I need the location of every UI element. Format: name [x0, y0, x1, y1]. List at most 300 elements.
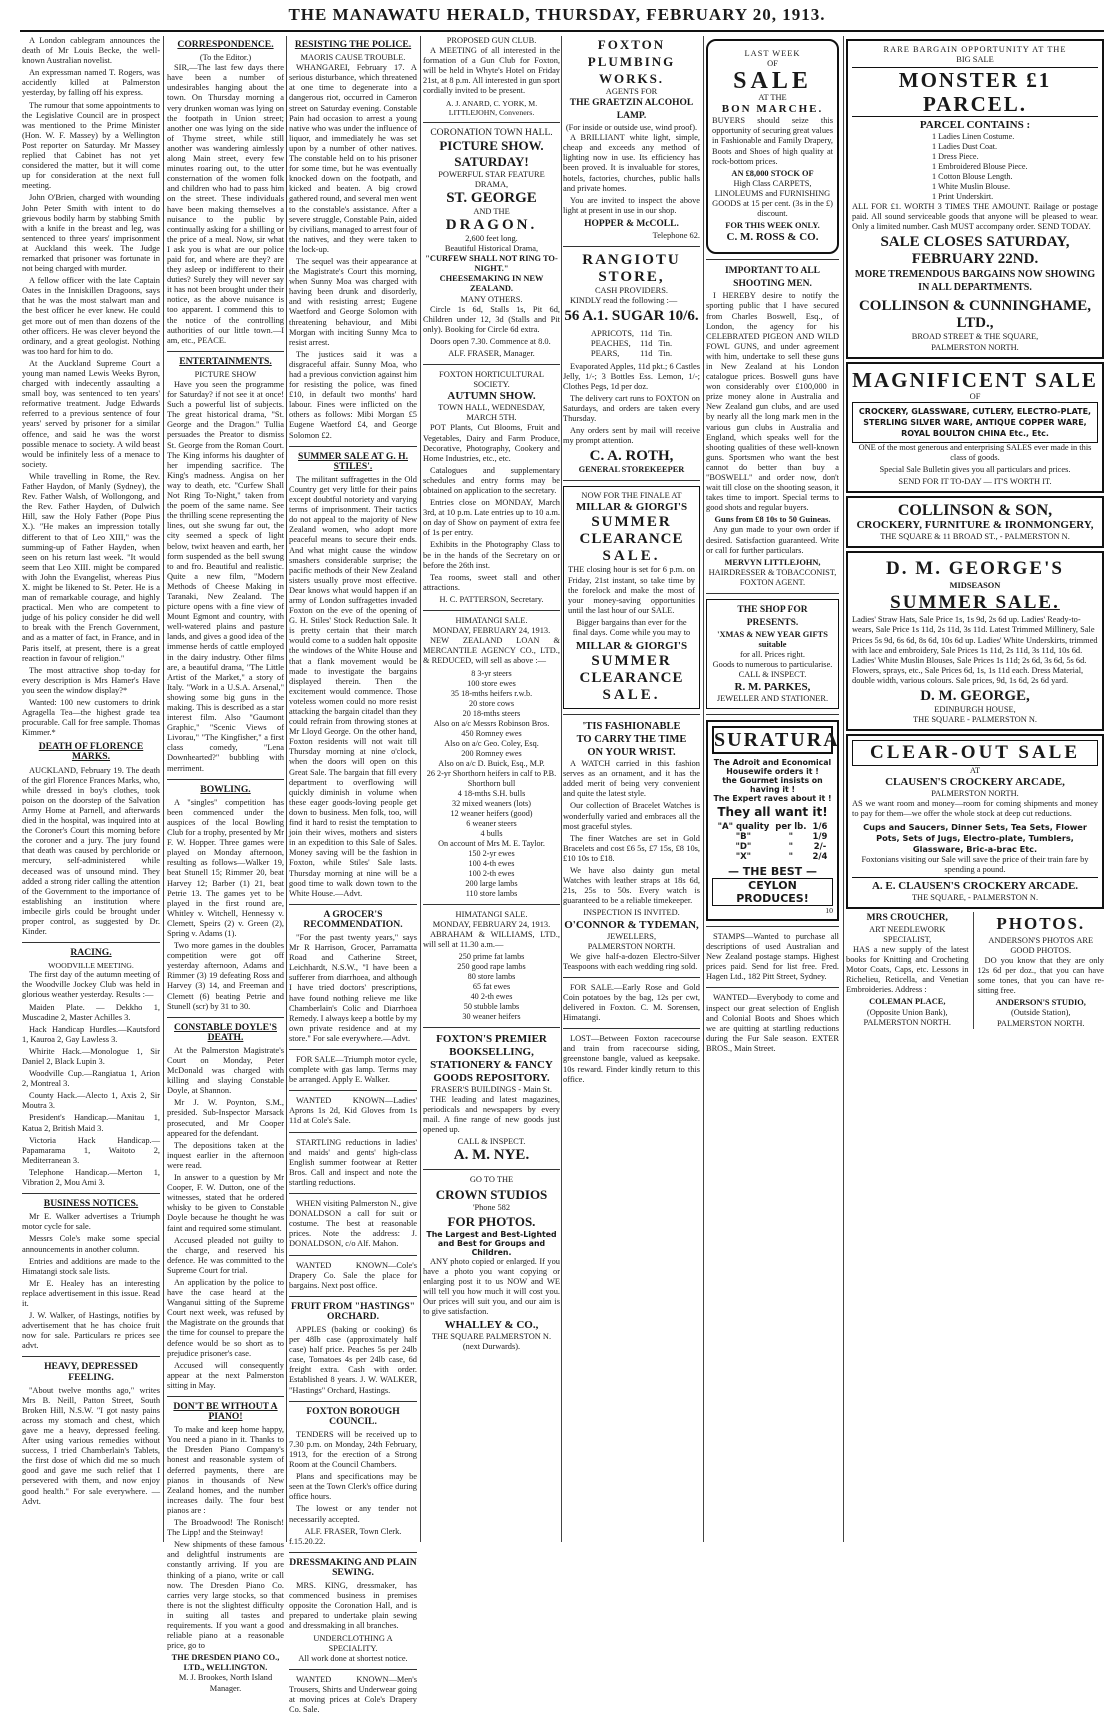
column-5	[563, 36, 700, 1542]
paragraph: The depositions taken at the inquest earlier in the afternoon were read.	[167, 1140, 284, 1170]
himatangi2-list	[423, 952, 560, 1022]
shooting-agent: FOXTON AGENT.	[739, 577, 806, 587]
list-item: 8 3-yr steers	[471, 668, 512, 678]
fruit-heading: FRUIT FROM "HASTINGS" ORCHARD.	[290, 1300, 416, 1322]
table-cell: "B"	[735, 831, 752, 842]
paragraph: Victoria Hack Handicap.—Papamarama 1, Waitoto 2, Mediterranean 3.	[22, 1135, 160, 1165]
monster-parcel-ad	[846, 39, 1104, 359]
classified-lost: LOST—Between Foxton racecourse and train from racecourse siding, greenstone bangle, valued as keepsake. 10s reward. Finder kindly return to this office.	[563, 1034, 700, 1084]
list-item: 80 store lambs	[467, 971, 516, 981]
bon-at: AT THE	[758, 93, 787, 103]
watch-p3: The finer Watches are set in Gold Bracelets and cost £6 5s, £7 15s, £8 10s, £10 10s to £18.	[563, 833, 700, 863]
himatangi2-heading: HIMATANGI SALE.	[455, 909, 528, 919]
council-plans: Plans and specifications may be seen at the Town Clerk's office during office hours.	[289, 1472, 417, 1502]
watch-title1: 'TIS FASHIONABLE	[582, 721, 681, 733]
paragraph: The justices said it was a disgraceful affair. Sunny Moa, who had a previous conviction against him for resisting the police, was fined £10, in default two months' hard labour. Fines were inflicted on the others as follows: Mibi Morgan £5 Eugene Waetford £4, and George Solomon £2.	[289, 349, 417, 440]
column-divider	[843, 36, 844, 1542]
millar-summer: SUMMER	[591, 514, 672, 531]
list-item: 200 large lambs	[465, 878, 518, 888]
dg-edinburgh: EDINBURGH HOUSE,	[934, 704, 1016, 714]
table-cell: Tin.	[658, 328, 673, 339]
table-cell: "A" quality	[717, 821, 770, 832]
masthead-rule	[20, 30, 1104, 32]
list-item: 1 Print Underskirt.	[932, 192, 994, 202]
coronation-drama: Beautiful Historical Drama,	[444, 244, 539, 254]
council-lowest: The lowest or any tender not necessarily accepted.	[289, 1504, 417, 1524]
table-cell: 2/4	[812, 851, 828, 862]
paragraph: "For the past twenty years," says Mr R Harrison, Grocer, Parramatta Road and Catherine Street, Leichhardt, N.S.W., "I have been a sufferer from diarrhoea, and although I have tried doctors' prescriptions, have found nothing relieve me like Chamberlain's Colic and Diarrhoea Remedy. I always keep a bottle by my own private residence and at my store." For sale everywhere.—Advt.	[289, 932, 417, 1043]
bottom-divider	[973, 912, 974, 1029]
suratura-line3: The Expert raves about it !	[713, 793, 832, 803]
police-heading: RESISTING THE POLICE.	[294, 39, 412, 50]
ms-title: MAGNIFICENT SALE	[852, 367, 1098, 392]
classified-trousers: WANTED KNOWN—Men's Trousers, Shirts and Underwear going at moving prices at Cole's Drapery Co. Sale.	[289, 1674, 417, 1715]
co-arcade: A. E. CLAUSEN'S CROCKERY ARCADE.	[852, 877, 1098, 893]
horticultural-p2: Catalogues and supplementary schedules and entry forms may be obtained on application to the secretary.	[423, 465, 560, 495]
himatangi-list	[423, 669, 560, 899]
classified-stamps: STAMPS—Wanted to purchase all descriptions of used Australian and New Zealand postage stamps. Highest prices paid. Send for list free. Fred. Hagen Ltd., 182 Pitt Street, Sydney.	[706, 931, 839, 982]
millar-closing: THE closing hour is set for 6 p.m. on Friday, 21st instant, so take time by the forelock and make the most of your money-saving opportunities until the last hour of our SALE.	[568, 565, 695, 615]
ms-bulletin: Special Sale Bulletin gives you all particulars and prices.	[879, 464, 1071, 474]
paragraph: Entries and additions are made to the Himatangi stock sale lists.	[22, 1256, 160, 1276]
classified-exter: WANTED—Everybody to come and inspect our great selection of English and Colonial Boots and Shoes which we are quitting at startling reductions during the Fur Sale season. EXTER BROS., Main Street.	[706, 993, 839, 1053]
bon-week: FOR THIS WEEK ONLY.	[725, 221, 820, 231]
shooting-trade: HAIRDRESSER & TOBACCONIST,	[708, 567, 837, 577]
list-item: 26 2-yr Shorthorn heifers in calf to P.B. Shorthorn bull	[426, 768, 557, 788]
bon-ross: C. M. ROSS & CO.	[726, 231, 819, 244]
co-title: CLEAR-OUT SALE	[852, 740, 1098, 766]
list-item: 250 prime fat lambs	[458, 951, 525, 961]
dg-name2: D. M. GEORGE,	[920, 687, 1030, 704]
coronation-prices: Circle 1s 6d, Stalls 1s, Pit 6d, Children under 12, 3d (Stalls and Pit only). Booking for Circle 6d extra.	[423, 304, 560, 334]
paragraph: A fellow officer with the late Captain Oates in the Inniskillen Dragoons, says that he was the most stalwart man and the best officer he ever knew. He could get more out of men than dozens of the other officers. He was clever beyond the ordinary, and a great geologist. Nothing was too hard for him to do.	[22, 276, 160, 356]
dressmaking-note: All work done at shortest notice.	[298, 1653, 408, 1663]
correspondence-sub: (To the Editor.)	[199, 53, 252, 63]
death-heading: DEATH OF FLORENCE MARKS.	[38, 741, 144, 763]
coronation-others: MANY OTHERS.	[460, 294, 523, 304]
table-cell: 1/6	[812, 821, 828, 832]
table-row	[715, 852, 831, 862]
table-cell: PEACHES,	[590, 338, 631, 349]
himatangi-heading: HIMATANGI SALE.	[455, 616, 528, 626]
classified-aprons: WANTED KNOWN—Ladies' Aprons 1s 2d, Kid Gloves from 1s 11d at Cole's Sale.	[289, 1096, 417, 1126]
list-item: 35 18-mths heifers r.w.b.	[450, 688, 533, 698]
police-sub: MAORIS CAUSE TROUBLE.	[300, 53, 406, 63]
suratura-logo: SURATURA	[712, 726, 833, 754]
death-article	[22, 766, 160, 938]
list-item: 1 White Muslin Blouse.	[932, 182, 1011, 192]
mc-address: COLEMAN PLACE,	[869, 997, 946, 1007]
co-foxtonians: Foxtonians visiting our Sale will save the price of their train fare by spending a pound.	[861, 854, 1089, 874]
table-cell: PEARS,	[590, 348, 620, 359]
plumbing-agents: AGENTS FOR	[605, 87, 658, 96]
correspondence-letter	[167, 63, 284, 346]
paragraph: AUCKLAND, February 19. The death of the girl Florence Frances Marks, who, while dressed in boy's clothes, took poison on the doorstep of the Salvation Army Home at Parnell, and afterwards died in the hospital, was inquired into at the Coroner's Court this morning before the coroner and a jury. The jury found that death was caused by perchloride or mercury, self-administered while deceased was of unsound mind. They added a strong rider calling the attention of the Government to the importance of establishing an institution where imbecile girls could be brought under proper control, as suggested by Dr. Kinder.	[22, 765, 160, 937]
column-6	[706, 36, 839, 1542]
council-heading: FOXTON BOROUGH COUNCIL.	[306, 1405, 400, 1427]
paragraph: Mr E. Walker advertises a Triumph motor cycle for sale.	[22, 1212, 160, 1232]
mc-art: ART NEEDLEWORK	[869, 924, 946, 934]
shooting-p2: Any gun made to your own order if desired. Satisfaction guaranteed. Write or call for further particulars.	[706, 525, 839, 555]
paragraph: SIR,—The last few days there have been a number of undesirables hanging about the town. On Thursday morning a very drunken woman was lying on the footpath in Union street; another one was lying on the side of Thyme street, while still another was wandering aimlessly along Main street, every few minutes roaring out, to the utter consternation of the women folk and children who had to pass him on the street. These individuals have been making themselves a nuisance to the public by continually asking for a shilling or the price of a meal. Now, sir what I ask you is what are our police paid for, and where are they? are they asleep or indifferent to their duties? Surely they will never say it has not been brought under their notice, as the above nuisance is too apparent. I commend this to the notice of the controlling authorities of our little town.—I am, etc., PEACE.	[167, 63, 284, 345]
himatangi2-date: MONDAY, FEBRUARY 24, 1913.	[432, 919, 551, 929]
bon-last-week: LAST WEEK	[744, 49, 801, 58]
nye-title3: GOODS REPOSITORY.	[433, 1071, 550, 1084]
nye-name: A. M. NYE.	[453, 1147, 530, 1164]
ph-good: ANDERSON'S PHOTOS ARE GOOD PHOTOS.	[988, 935, 1094, 955]
rangiotu-storekeeper: GENERAL STOREKEEPER	[578, 465, 685, 475]
list-item: 32 mixed weaners (lots)	[452, 798, 531, 808]
dg-midseason: MIDSEASON	[949, 581, 1001, 591]
table-row	[588, 328, 675, 338]
plumbing-use: (For inside or outside use, wind proof).	[565, 123, 698, 133]
co-room: AS we want room and money—room for coming shipments and money to pay for them—we offer the whole stock at deep cut reductions.	[852, 799, 1098, 819]
list-item: Also on a/c D. Buick, Esq., M.P.	[438, 758, 545, 768]
millar-finale: NOW FOR THE FINALE AT	[581, 491, 682, 501]
paragraph: The first day of the autumn meeting of the Woodville Jockey Club was held in glorious weather yesterday. Results :—	[22, 970, 160, 1000]
racing-heading: RACING.	[70, 947, 112, 959]
column-divider	[286, 36, 287, 1542]
watch-jewellers: JEWELLERS,	[606, 931, 657, 941]
table-cell: APRICOTS,	[590, 328, 635, 339]
paragraph: To make and keep home happy, You need a piano in it. Thanks to the Dresden Piano Company's honest and reasonable system of deferred payments, there are pianos in thousands of New Zealand homes, and the number increases daily. The four best pianos are :	[167, 1425, 284, 1515]
paragraph: Accused pleaded not guilty to the charge, and reserved his defence. He was committed to the Supreme Court for trial.	[167, 1235, 284, 1275]
rangiotu-name: C. A. ROTH,	[589, 448, 674, 465]
list-item: 6 weaner steers	[466, 818, 517, 828]
paragraph: A "singles" competition has been commenced under the auspices of the local Bowling Club for a trophy, presented by Mr F. W. Hopper. Three games were played on Monday afternoon, resulting as follows—Walker 19, beat Stunell 15; Rimmer 20, beat Harvey 12; Barber (1) 21, beat Petrie 13. The games yet to be played in the first round are, Whitley v. Witchell, Hennessy v. Clemett, Speirs (2) v. Green (2), Spring v. Adams (1).	[167, 797, 284, 938]
nye-ad: THE leading and latest magazines, periodicals and newspapers by every mail. A fine range of new goods just opened up.	[423, 1094, 560, 1135]
paragraph: Two more games in the doubles competition were got off yesterday afternoon, Adams and Rimmer (3) 19 defeating Ross and Harvey (3) 14, and Freeman and Clemett (6) beating Petrie and Stunell (scr) by 31 to 30.	[167, 941, 284, 1011]
watch-invite: INSPECTION IS INVITED.	[583, 908, 680, 918]
mp-address: BROAD STREET & THE SQUARE,	[911, 332, 1039, 342]
bowling-heading: BOWLING.	[200, 783, 251, 795]
list-item: 1 Ladies Linen Costume.	[932, 132, 1015, 142]
mp-price: ALL FOR £1. WORTH 3 TIMES THE AMOUNT. Railage or postage paid. All sound serviceable goods that anyone will be pleased to wear. Only a limited number. Cash MUST accompany order. SEND TODAY.	[852, 202, 1098, 232]
paragraph: A London cablegram announces the death of Mr Louis Becke, the well-known Australian novelist.	[22, 36, 160, 66]
paragraph: Mr E. Healey has an interesting replace advertisement in this issue. Read it.	[22, 1278, 160, 1308]
parkes-sub: JEWELLER AND STATIONER.	[716, 693, 829, 703]
horticultural-date: TOWN HALL, WEDNESDAY, MARCH 5TH.	[438, 403, 545, 423]
rangiotu-p3: The delivery cart runs to FOXTON on Saturdays, and orders are taken every Thursday.	[563, 393, 700, 423]
plumbing-works: PLUMBING WORKS.	[587, 54, 676, 86]
watch-teaspoons: We give half-a-dozen Electro-Silver Teaspoons with each wedding ring sold.	[563, 951, 700, 971]
list-item: 4 bulls	[480, 828, 503, 838]
dg-address: THE SQUARE - PALMERSTON N.	[912, 715, 1037, 725]
suratura-line2: the Gourmet insists on having it !	[722, 775, 823, 794]
paragraph: Have you seen the programme for Saturday? if not see it at once! Such a powerful list of subjects. The great historical drama, "St. George and the Dragon." Tullia persuades the Preator to dismiss St. George from the Roman Court. The King informs his daughter of her impending sacrifice. The King's madness. Angisa on her way to death, etc. "Curfew Shall Not Ring To-Night," taken from the poem of the same name. See the thrilling scene representing the lines, out she swung far out, the city seemed a speck of light below, twixt heaven and earth, her form suspended as the bell swung to and fro. Beautiful and realistic. Quite a new film, "Modern Methods of Cheese Making in Taranaki, New Zealand. The picture opens with a fine view of Mount Egmont and country, with well-watered plains and pasture lands, and gives a good idea of the immense herds of cattle employed in the dairy industry. Other films are, a beautiful drama, "The Little Artist of the Market," a story of Italy. "Work in a U.S.A. Arsenal," showing some big guns in the making. This is described as a star interest film. Also "Gaumont Graphic," "Scenic Views of Livorau," "The Kingfisher," a first class comedy, "Lena Downhearted?" bubbling with merriment.	[167, 380, 284, 773]
news-paras	[22, 36, 160, 738]
suratura-best: — THE BEST —	[727, 864, 818, 878]
nye-title1: FOXTON'S PREMIER	[436, 1032, 547, 1045]
piano-company: THE DRESDEN PIANO CO., LTD., WELLINGTON.	[171, 1653, 280, 1673]
list-item: 150 2-yr ewes	[468, 848, 515, 858]
list-item: 12 weaner heifers (good)	[450, 808, 533, 818]
list-item: On account of Mrs M. E. Taylor.	[438, 838, 545, 848]
millar-sale: SALE.	[602, 548, 661, 565]
mp-name: COLLINSON & CUNNINGHAME, LTD.,	[858, 298, 1092, 332]
classified-donaldson: WHEN visiting Palmerston N., give DONALDSON a call for suit or costume. The best at reasonable prices. Note the address: J. DONALDSON, c/o Alf. Mahon.	[289, 1199, 417, 1249]
list-item: 1 Embroidered Blouse Piece.	[932, 162, 1028, 172]
table-cell: 11d	[640, 338, 653, 349]
horticultural-heading: FOXTON HORTICULTURAL SOCIETY.	[439, 370, 544, 390]
coronation-feature: POWERFUL STAR FEATURE DRAMA,	[438, 169, 545, 189]
shooting-price: Guns from £8 10s to 50 Guineas.	[714, 515, 831, 525]
nye-call: CALL & INSPECT.	[457, 1137, 526, 1147]
cs-address: THE SQUARE & 11 BROAD ST., - PALMERSTON N.	[880, 532, 1070, 542]
cs-name: COLLINSON & SON,	[897, 502, 1053, 520]
watch-address: PALMERSTON NORTH.	[587, 941, 676, 951]
classified-footwear: STARTLING reductions in ladies' and maids' and gents' high-class English summer footwear at Retter Bros. Call and inspect and note the startling reductions.	[289, 1137, 417, 1187]
watch-title2: TO CARRY THE TIME	[576, 734, 687, 746]
ph-name: ANDERSON'S STUDIO,	[995, 998, 1086, 1008]
list-item: 1 Dress Piece.	[932, 152, 979, 162]
column-divider	[703, 36, 704, 1542]
council-tenders: TENDERS will be received up to 7.30 p.m. on Monday, 24th February, 1913, for the erection of a Strong Room at the Council Chambers.	[289, 1429, 417, 1470]
table-row	[715, 822, 831, 832]
rangiotu-sub: CASH PROVIDERS.	[594, 286, 669, 296]
table-cell: 1/9	[812, 831, 828, 842]
paragraph: The most attractive shop to-day for every description is Mrs Hamer's Have you seen the window display?*	[22, 665, 160, 695]
ms-items: CROCKERY, GLASSWARE, CUTLERY, ELECTRO-PLATE, STERLING SILVER WARE, ANTIQUE COPPER WARE, ROYAL BOULTON CHINA Etc., Etc.	[852, 402, 1098, 443]
co-items: Cups and Saucers, Dinner Sets, Tea Sets, Flower Pots, Sets of Jugs, Electro-plate, Tumblers, Glassware, Bric-a-brac Etc.	[863, 821, 1087, 854]
ph-title: PHOTOS.	[996, 913, 1086, 933]
suratura-prices	[715, 822, 831, 862]
parkes-prices: for all. Prices right.	[740, 650, 805, 660]
table-cell: "	[788, 841, 794, 852]
list-item: 30 weaner heifers	[462, 1011, 521, 1021]
nye-address: FRASER'S BUILDINGS - Main St.	[431, 1084, 552, 1094]
ph-ad: DO you know that they are only 12s 6d per doz., that you can have some tones, that you can have re-sitting free.	[977, 956, 1104, 996]
racing-subheading: WOODVILLE MEETING.	[48, 961, 134, 971]
list-item: 100 store ewes	[467, 678, 516, 688]
mp-big-sale: BIG SALE	[956, 55, 994, 65]
plumbing-ad: A BRILLIANT white light, simple, cheap and exceeds any method of lighting now in use. Its efficiency has been proved. It is invaluable for stores, hotels, factories, churches, public halls and private homes.	[563, 133, 700, 193]
bottom-ads	[846, 912, 1104, 1029]
fruit-ad: APPLES (baking or cooking) 6s per 48lb case (approximately half case) half price. Peaches 5s per 24lb case, Tomatoes 4s per 24lb case, 6d freight extra. Cash with order. Established 8 years. J. W. WALKER, "Hastings" Orchard, Hastings.	[289, 1324, 417, 1395]
parkes-gifts: 'XMAS & NEW YEAR GIFTS suitable	[717, 630, 828, 650]
coronation-title: PICTURE SHOW.	[439, 137, 544, 153]
millar-clearance: CLEARANCE	[579, 531, 684, 548]
summer-sale-article	[289, 475, 417, 899]
gun-club-ad: A MEETING of all interested in the formation of a Gun Club for Foxton, will be held in Whyte's Hotel on Friday 21st, at 8 p.m. All interested in gun sport cordially invited to be present.	[423, 46, 560, 96]
crown-photos: FOR PHOTOS.	[447, 1213, 536, 1229]
co-city: PALMERSTON NORTH.	[931, 789, 1019, 799]
paragraph: Accused will consequently appear at the next Palmerston sitting in May.	[167, 1360, 284, 1390]
anderson-ad	[978, 912, 1104, 1029]
council-signature: ALF. FRASER, Town Clerk.	[304, 1526, 402, 1536]
rangiotu-prices	[588, 328, 675, 358]
millar-bigger: Bigger bargains than ever for the final days. Come while you may to	[572, 617, 691, 637]
shooting-name: MERVYN LITTLEJOHN,	[724, 557, 821, 567]
paragraph: In answer to a question by Mr Cooper, F. W. Dutton, one of the witnesses, stated that he ordered whisky to be given to Constable Doyle because he thought he was faint and required some stimulant.	[167, 1173, 284, 1233]
millar-clearance2: CLEARANCE	[579, 670, 684, 687]
bon-stock: AN £8,000 STOCK OF	[731, 168, 814, 178]
coronation-st-george: ST. GEORGE	[446, 189, 537, 206]
grocer-heading: A GROCER'S RECOMMENDATION.	[303, 908, 403, 930]
plumbing-tel: Telephone 62.	[652, 230, 700, 240]
dg-summer-sale: SUMMER SALE.	[890, 592, 1060, 614]
gun-club-heading: PROPOSED GUN CLUB.	[446, 36, 537, 45]
dressmaking-heading: DRESSMAKING AND PLAIN SEWING.	[289, 1556, 417, 1578]
suratura-ceylon: CEYLON PRODUCES!	[712, 878, 833, 906]
list-item: 50 stubble lambs	[463, 1001, 520, 1011]
table-cell: 2/-	[813, 841, 827, 852]
dg-prices: Ladies' Straw Hats, Sale Price 1s, 1s 9d, 2s 6d up. Ladies' Ready-to-wears, Sale Price 1s 11d, 2s 11d, 3s 11d. Latest Trimmed Millinery, Sale Prices 5s 9d, 6s 6d, 8s 6d, 10s 6d up. Ladies' White Underskirts, trimmed with lace and embroidery, Sale Prices 1s 11d, 2s 11d, 3s 11d, 10s 6d. Ladies' White Muslin Blouses, Sale Prices 1s 11d; 2s 6d, 3s 6d, 5s 6d. Flowers, sprays, etc., Sale Prices 6d, 1s, 1s 11d each. Dress Material, double width, various colours. Sale prices, 9d, 1s 6d, 2s 6d yard.	[852, 615, 1098, 685]
table-cell: "	[788, 851, 794, 862]
bon-carpets: High Class CARPETS, LINOLEUMS and FURNISHING GOODS at 15 per cent. (3s in the £) discount.	[712, 178, 833, 219]
paragraph: President's Handicap.—Manitau 1, Katua 2, British Maid 3.	[22, 1113, 160, 1133]
column-2	[167, 36, 284, 1693]
depressed-heading: HEAVY, DEPRESSED FEELING.	[44, 1361, 138, 1383]
coronation-curfew: "CURFEW SHALL NOT RING TO-NIGHT."	[425, 254, 558, 274]
bowling-article	[167, 798, 284, 1012]
classified-coles: WANTED KNOWN—Cole's Drapery Co. Sale the place for bargains. Next post office.	[289, 1260, 417, 1290]
table-cell: "X"	[735, 851, 752, 862]
crown-tagline: The Largest and Best-Lighted and Best for Groups and Children.	[426, 1229, 557, 1257]
council-date: f.15.20.22.	[289, 1536, 326, 1546]
police-article	[289, 63, 417, 440]
mc-address2: (Opposite Union Bank),	[866, 1007, 948, 1017]
coronation-doors: Doors open 7.30. Commence at 8.0.	[430, 336, 551, 346]
croucher-ad	[846, 912, 969, 1029]
millar-sale2: SALE.	[602, 687, 661, 704]
table-cell: 11d	[640, 348, 653, 359]
millar-name2: MILLAR & GIORGI'S	[575, 640, 688, 653]
parkes-goods: Goods to numerous to particularise.	[712, 660, 833, 670]
ms-send: SEND FOR IT TO-DAY — IT'S WORTH IT.	[898, 477, 1052, 487]
horticultural-signature: H. C. PATTERSON, Secretary.	[439, 594, 544, 604]
paragraph: The rumour that some appointments to the Legislative Council are in prospect was mentioned to the Prime Minister (Hon. W. F. Massey) by a Wellington Post reporter on Saturday. Mr Massey replied that Cabinet has not yet considered the matter, but it will come up for consideration at the next full meeting.	[22, 100, 160, 191]
rangiotu-title: RANGIOTU	[582, 252, 681, 269]
coronation-cheese: CHEESEMAKING IN NEW ZEALAND.	[439, 274, 544, 294]
plumbing-foxton: FOXTON	[597, 37, 666, 52]
column-4	[423, 36, 560, 1542]
millar-summer2: SUMMER	[591, 653, 672, 670]
list-item: Also on a/c Messrs Robinson Bros.	[433, 718, 550, 728]
coronation-length: 2,600 feet long.	[465, 233, 518, 243]
millar-ad	[563, 486, 700, 709]
rangiotu-p2: Evaporated Apples, 11d pkt.; 6 Castles Jelly, 1/-; 3 Bottles Ess. Lemon, 1/-; Clothes Pegs, 1d per doz.	[563, 361, 700, 391]
paragraph: An expressman named T. Rogers, was accidently killed at Palmerston yesterday, by falling off his express.	[22, 68, 160, 98]
doyle-article	[167, 1046, 284, 1391]
himatangi-intro: NEW ZEALAND LOAN & MERCANTILE AGENCY CO., LTD., & REDUCED, will sell as above :—	[423, 636, 560, 666]
paragraph: Hack Handicap Hurdles.—Kautsford 1, Kauroa 2, Gay Lawless 3.	[22, 1024, 160, 1044]
racing-article	[22, 970, 160, 1188]
bon-marche-ad	[706, 39, 839, 254]
magnificent-sale-ad	[846, 362, 1104, 493]
crown-phone: 'Phone 582	[472, 1202, 511, 1212]
horticultural-p4: Exhibits in the Photography Class to be in the hands of the Secretary on or before the 26th inst.	[423, 540, 560, 570]
gun-club-conveners: A. J. ANARD, C. YORK, M. LITTLEJOHN, Conveners.	[445, 98, 538, 117]
list-item: 250 good rape lambs	[457, 961, 526, 971]
list-item: 1 Cotton Blouse Length.	[932, 172, 1013, 182]
co-name: CLAUSEN'S CROCKERY ARCADE,	[885, 776, 1065, 789]
column-divider	[561, 36, 562, 1542]
list-item: 20 store cows	[468, 698, 515, 708]
list-item: 100 2-th ewes	[468, 868, 515, 878]
classified-potatoes: FOR SALE.—Early Rose and Gold Coin potatoes by the bag, 12s per cwt, delivered in Foxton. C. M. Sorensen, Himatangi.	[563, 982, 700, 1023]
column-divider	[420, 36, 421, 1542]
entertainments-article	[167, 380, 284, 774]
coronation-and: AND THE	[473, 206, 510, 216]
crown-goto: GO TO THE	[469, 1175, 514, 1185]
table-row	[715, 842, 831, 852]
paragraph: At the Palmerston Magistrate's Court on Monday, Peter McDonald was charged with killing and slaying Constable Doyle, at Shannon.	[167, 1045, 284, 1096]
mc-address3: PALMERSTON NORTH.	[863, 1017, 951, 1027]
horticultural-p5: Tea rooms, sweet stall and other attractions.	[423, 572, 560, 592]
piano-manager: M. J. Brookes, North Island Manager.	[178, 1673, 273, 1693]
entertainments-sub: PICTURE SHOW	[194, 369, 257, 379]
parkes-call: CALL & INSPECT.	[738, 670, 807, 680]
table-cell: 11d	[640, 328, 653, 339]
suratura-number: 10	[825, 905, 833, 915]
paragraph: The sequel was their appearance at the Magistrate's Court this morning, when Sunny Moa was charged with having been drunk and disorderly, and with resisting arrest; Eugene Waetford and George Solomon with threatening behaviour, and Mibi Morgan with inciting Sunny Mca to resist arrest.	[289, 256, 417, 347]
paragraph: Mr J. W. Poynton, S.M., presided. Sub-Inspector Marsack prosecuted, and Mr Cooper appeared for the defendant.	[167, 1098, 284, 1138]
plumbing-invite: You are invited to inspect the above light at present in use in our shop.	[563, 195, 700, 215]
table-row	[588, 338, 675, 348]
nye-title2: BOOKSELLING, STATIONERY & FANCY	[430, 1045, 553, 1071]
piano-article	[167, 1425, 284, 1651]
column-7	[846, 36, 1104, 1542]
rangiotu-sugar: 56 A.1. SUGAR 10/6.	[564, 308, 699, 325]
list-item: 65 fat ewes	[472, 981, 511, 991]
coronation-dragon: DRAGON.	[445, 216, 538, 233]
horticultural-p3: Entries close on MONDAY, March 3rd, at 10 p.m. Late entries up to 10 a.m. on day of Show on payment of extra fee of 1s per entry.	[423, 498, 560, 538]
coronation-signature: ALF. FRASER, Manager.	[448, 348, 535, 358]
himatangi-date: MONDAY, FEBRUARY 24, 1913.	[432, 626, 551, 636]
mp-contains: PARCEL CONTAINS :	[919, 119, 1031, 132]
paragraph: Woodville Cup.—Rangiatua 1, Arion 2, Montreal 3.	[22, 1069, 160, 1089]
clausen-ad	[846, 734, 1104, 909]
column-1	[22, 36, 160, 1542]
paragraph: Whirite Hack.—Monologue 1, Sir Daniel 2, Black Lupin 3.	[22, 1046, 160, 1066]
ph-address: (Outside Station),	[1010, 1008, 1071, 1018]
depressed-article	[22, 1386, 160, 1507]
mp-list	[852, 132, 1098, 202]
bon-name: BON MARCHE.	[721, 103, 824, 116]
dg-name: D. M. GEORGE'S	[886, 558, 1064, 580]
paragraph: John O'Brien, charged with wounding John Peter Smith with intent to do grievous bodily harm by stabbing Smith with a knife in the breast and leg, was sentenced to three years' imprisonment at Auckland this week. The Judge remarked that prisoner was fortunate in not being charged with murder.	[22, 193, 160, 274]
parkes-title: THE SHOP FOR PRESENTS.	[737, 605, 808, 629]
co-at: AT	[969, 766, 981, 776]
bon-of: OF	[767, 59, 778, 69]
ph-address2: PALMERSTON NORTH.	[997, 1018, 1085, 1028]
doyle-heading: CONSTABLE DOYLE'S DEATH.	[174, 1021, 277, 1043]
paragraph: WHANGAREI, February 17. A serious disturbance, which threatened at one time to degenerate into a dangerous riot, occurred in Cameron street on Saturday evening. Constable Pain had occasion to arrest a young native who was under the influence of liquor, and immediately he was set upon by a number of other natives. The constable held on to his prisoner for some time, but he was eventually knocked down on the footpath, and kicked and beaten. A big crowd gathered round, and several men went to the constable's assistance. After a severe struggle, Constable Pain, aided by civilians, managed to arrest four of the natives, and they were taken to the lock-up.	[289, 63, 417, 254]
crown-ad: ANY photo copied or enlarged. If you have a photo you want copying or enlarging post it to us NOW and WE will tell you how much it will cost you. Our prices will suit you, and our aim is to give satisfaction.	[423, 1256, 560, 1317]
mc-specialist: SPECIALIST,	[883, 934, 932, 944]
entertainments-heading: ENTERTAINMENTS.	[179, 355, 272, 367]
coronation-heading: CORONATION TOWN HALL.	[430, 127, 553, 138]
paragraph: Maiden Plate. — Dekkho 1, Muscadine 2, Master Achilles 3.	[22, 1002, 160, 1022]
list-item: Also on a/c Geo. Coley, Esq.	[444, 738, 539, 748]
list-item: 110 store lambs	[465, 888, 518, 898]
table-cell: per lb.	[775, 821, 807, 832]
crown-name: WHALLEY & CO.,	[444, 1319, 539, 1332]
horticultural-p1: POT Plants, Cut Blooms, Fruit and Vegetables, Dairy and Farm Produce, Decorative, Photography, Cookery and Home Industries, etc., etc.	[423, 423, 560, 463]
ms-of: OF	[969, 391, 981, 401]
paragraph: Telephone Handicap.—Merton 1, Vibration 2, Mou Ami 3.	[22, 1167, 160, 1188]
list-item: 20 18-mths steers	[462, 708, 521, 718]
plumbing-lamp: THE GRAETZIN ALCOHOL LAMP.	[569, 98, 694, 122]
co-address: THE SQUARE, - PALMERSTON N.	[911, 892, 1039, 902]
summer-sale-heading: SUMMER SALE AT G. H. STILES'.	[298, 450, 408, 472]
masthead: THE MANAWATU HERALD, THURSDAY, FEBRUARY 20, 1913.	[288, 5, 826, 24]
parkes-name: R. M. PARKES,	[734, 680, 811, 693]
paragraph: Messrs Cole's make some special announcements in another column.	[22, 1234, 160, 1254]
mp-address2: PALMERSTON NORTH.	[931, 342, 1019, 352]
table-cell: "D"	[735, 841, 752, 852]
